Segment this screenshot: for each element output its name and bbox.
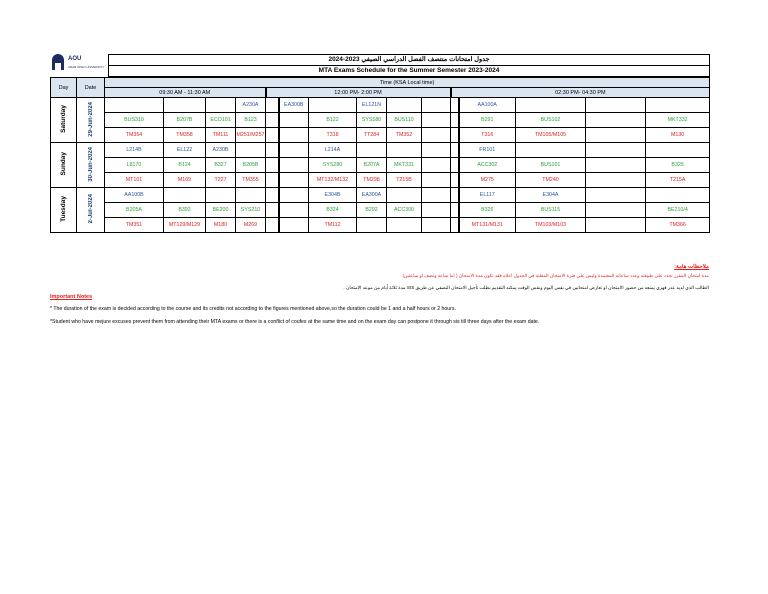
- empty-cell: [516, 143, 586, 158]
- schedule-row: [51, 113, 710, 128]
- schedule-row: [51, 188, 710, 203]
- empty-cell: [206, 188, 236, 203]
- logo-text: AOU: [68, 56, 82, 62]
- course-code: EA300A: [357, 188, 387, 203]
- course-code: M275: [459, 173, 516, 188]
- empty-cell: [422, 143, 451, 158]
- header-time: Time (KSA Local time): [105, 78, 710, 88]
- course-code: L214B: [105, 143, 164, 158]
- course-code: M180: [206, 218, 236, 233]
- course-code: B124: [164, 158, 206, 173]
- course-code: M269: [236, 218, 266, 233]
- course-code: MKT331: [387, 158, 422, 173]
- day-label: Saturday: [60, 105, 67, 133]
- course-code: B205A: [105, 203, 164, 218]
- course-code: TM358: [164, 128, 206, 143]
- header-day: Day: [51, 78, 77, 98]
- course-code: ACC300: [387, 203, 422, 218]
- date-label: 30-Jun-2024: [87, 146, 94, 182]
- empty-cell: [422, 218, 451, 233]
- course-code: L214A: [309, 143, 357, 158]
- course-code: B326: [459, 203, 516, 218]
- course-code: TT284: [357, 128, 387, 143]
- empty-cell: [422, 128, 451, 143]
- course-code: M109: [164, 173, 206, 188]
- course-code: ACC302: [459, 158, 516, 173]
- course-code: AA100A: [459, 98, 516, 113]
- empty-cell: [279, 113, 309, 128]
- course-code: MT129/M129: [164, 218, 206, 233]
- empty-cell: [387, 98, 422, 113]
- empty-cell: [451, 188, 459, 203]
- course-code: T215A: [646, 173, 710, 188]
- day-cell: [51, 143, 77, 188]
- header-slot-afternoon: 02:30 PM- 04:30 PM: [451, 88, 710, 98]
- course-code: MT101: [105, 173, 164, 188]
- course-code: A230A: [236, 98, 266, 113]
- course-code: ECO101: [206, 113, 236, 128]
- course-code: T227: [206, 173, 236, 188]
- empty-cell: [236, 188, 266, 203]
- day-cell: [51, 188, 77, 233]
- day-label: Sunday: [60, 152, 67, 176]
- course-code: B207A: [357, 158, 387, 173]
- important-note-1: * The duration of the exam is decided according to the course and its credits not according to the figures mentioned above,so the duration could be 1 and a half hours or 2 hours.: [50, 306, 456, 312]
- schedule-row: [51, 158, 710, 173]
- header-slot-morning: 09:30 AM - 11:30 AM: [105, 88, 266, 98]
- course-code: T316: [459, 128, 516, 143]
- empty-cell: [586, 113, 646, 128]
- course-code: A230B: [206, 143, 236, 158]
- empty-cell: [357, 143, 387, 158]
- title-english: MTA Exams Schedule for the Summer Semester 2023-2024: [108, 65, 710, 77]
- date-cell: [77, 98, 105, 143]
- empty-cell: [422, 173, 451, 188]
- course-code: T318: [309, 128, 357, 143]
- empty-cell: [266, 128, 279, 143]
- empty-cell: [266, 203, 279, 218]
- empty-cell: [586, 158, 646, 173]
- exam-schedule-table: [50, 77, 710, 233]
- header-date: Date: [77, 78, 105, 98]
- empty-cell: [422, 188, 451, 203]
- empty-cell: [387, 188, 422, 203]
- course-code: B324: [309, 203, 357, 218]
- empty-cell: [451, 158, 459, 173]
- empty-cell: [422, 203, 451, 218]
- header-slot-noon: 12:00 PM- 2:00 PM: [266, 88, 451, 98]
- schedule-row: [51, 98, 710, 113]
- schedule-row: [51, 173, 710, 188]
- course-code: EL117: [459, 188, 516, 203]
- course-code: B327: [206, 158, 236, 173]
- course-code: B291: [459, 113, 516, 128]
- course-code: B325: [646, 158, 710, 173]
- course-code: SYS210: [236, 203, 266, 218]
- course-code: TM366: [646, 218, 710, 233]
- empty-cell: [266, 98, 279, 113]
- title-arabic: جدول امتحانات منتصف الفصل الدراسي الصيفي 2023-2024: [108, 54, 710, 66]
- notes-arabic-title: ملاحظات هامة:: [674, 264, 709, 270]
- course-code: SYS580: [357, 113, 387, 128]
- empty-cell: [279, 128, 309, 143]
- schedule-row: [51, 143, 710, 158]
- day-label: Tuesday: [60, 196, 67, 222]
- date-cell: [77, 188, 105, 233]
- course-code: BE200: [206, 203, 236, 218]
- course-code: BE210/4: [646, 203, 710, 218]
- schedule-row: [51, 128, 710, 143]
- empty-cell: [164, 98, 206, 113]
- course-code: BUS115: [516, 203, 586, 218]
- empty-cell: [586, 143, 646, 158]
- empty-cell: [422, 113, 451, 128]
- empty-cell: [646, 188, 710, 203]
- empty-cell: [279, 188, 309, 203]
- course-code: E304B: [309, 188, 357, 203]
- course-code: MT132/M132: [309, 173, 357, 188]
- empty-cell: [387, 218, 422, 233]
- empty-cell: [266, 158, 279, 173]
- important-note-2: *Student who have mejure excuses prevent them from attending their MTA exams or there is a conflict of coufes at the same time and on the exam day can postpone it through sis till three days after the exam date.: [50, 319, 540, 325]
- empty-cell: [451, 203, 459, 218]
- empty-cell: [266, 218, 279, 233]
- course-code: TM111: [206, 128, 236, 143]
- empty-cell: [266, 188, 279, 203]
- course-code: BUS110: [387, 113, 422, 128]
- empty-cell: [206, 98, 236, 113]
- course-code: M251/M257: [236, 128, 266, 143]
- course-code: TM240: [516, 173, 586, 188]
- empty-cell: [279, 218, 309, 233]
- empty-cell: [387, 143, 422, 158]
- empty-cell: [586, 188, 646, 203]
- course-code: B205B: [236, 158, 266, 173]
- empty-cell: [266, 173, 279, 188]
- empty-cell: [279, 173, 309, 188]
- empty-cell: [586, 173, 646, 188]
- course-code: B292: [357, 203, 387, 218]
- empty-cell: [422, 158, 451, 173]
- date-cell: [77, 143, 105, 188]
- date-label: 2-Jul-2024: [87, 194, 94, 224]
- course-code: EL122: [164, 143, 206, 158]
- course-code: EL121N: [357, 98, 387, 113]
- empty-cell: [309, 98, 357, 113]
- empty-cell: [451, 98, 459, 113]
- course-code: B122: [309, 113, 357, 128]
- empty-cell: [646, 98, 710, 113]
- course-code: E304A: [516, 188, 586, 203]
- course-code: BUS310: [105, 113, 164, 128]
- course-code: MT131/M131: [459, 218, 516, 233]
- empty-cell: [422, 98, 451, 113]
- course-code: FR101: [459, 143, 516, 158]
- logo-subtitle: ARAB OPEN UNIVERSITY: [68, 65, 105, 69]
- course-code: B392: [164, 203, 206, 218]
- empty-cell: [266, 113, 279, 128]
- empty-cell: [451, 173, 459, 188]
- course-code: L8170: [105, 158, 164, 173]
- course-code: T215B: [387, 173, 422, 188]
- course-code: B123: [236, 113, 266, 128]
- course-code: TM103/M103: [516, 218, 586, 233]
- date-label: 29-Jun-2024: [87, 101, 94, 137]
- empty-cell: [279, 143, 309, 158]
- course-code: M130: [646, 128, 710, 143]
- course-code: BUS101: [516, 158, 586, 173]
- notes-arabic-line-2: الطالب الذي لديه عذر قهري يمنعه من حضور الامتحان او تعارض امتحانين في نفس اليوم ونفس الوقت يمكنه التقديم بطلب تأجيل الامتحان النصفي عن طريق SIS مدة ثلاثة أيام من موعد الامتحان .: [343, 285, 709, 290]
- empty-cell: [164, 188, 206, 203]
- course-code: EA300B: [279, 98, 309, 113]
- course-code: MKT332: [646, 113, 710, 128]
- notes-arabic-line-1: مدة امتحان المقرر تحدد على طبيعته وعدد ساعاته المعتمدة وليس على فترة الامتحان المعلنة في الجدول اعلاه فقد تكون مدة الامتحان ( اما ساعة ونصف او ساعتين): [402, 273, 709, 278]
- empty-cell: [646, 143, 710, 158]
- course-code: TM355: [236, 173, 266, 188]
- empty-cell: [451, 143, 459, 158]
- course-code: B207B: [164, 113, 206, 128]
- empty-cell: [451, 128, 459, 143]
- course-code: TM351: [105, 218, 164, 233]
- empty-cell: [266, 143, 279, 158]
- empty-cell: [236, 143, 266, 158]
- course-code: TM105/M105: [516, 128, 586, 143]
- empty-cell: [586, 218, 646, 233]
- empty-cell: [586, 203, 646, 218]
- course-code: TM354: [105, 128, 164, 143]
- empty-cell: [516, 98, 586, 113]
- course-code: TM352: [387, 128, 422, 143]
- empty-cell: [451, 218, 459, 233]
- schedule-row: [51, 203, 710, 218]
- course-code: SYS280: [309, 158, 357, 173]
- empty-cell: [279, 203, 309, 218]
- course-code: TM112: [309, 218, 357, 233]
- university-logo-icon: [50, 52, 66, 72]
- day-cell: [51, 98, 77, 143]
- empty-cell: [586, 128, 646, 143]
- course-code: TM298: [357, 173, 387, 188]
- empty-cell: [586, 98, 646, 113]
- schedule-row: [51, 218, 710, 233]
- empty-cell: [105, 98, 164, 113]
- course-code: BUS102: [516, 113, 586, 128]
- important-notes-title: Important Notes: [50, 294, 93, 300]
- empty-cell: [451, 113, 459, 128]
- empty-cell: [357, 218, 387, 233]
- course-code: AA100B: [105, 188, 164, 203]
- aou-logo: [50, 52, 110, 76]
- empty-cell: [279, 158, 309, 173]
